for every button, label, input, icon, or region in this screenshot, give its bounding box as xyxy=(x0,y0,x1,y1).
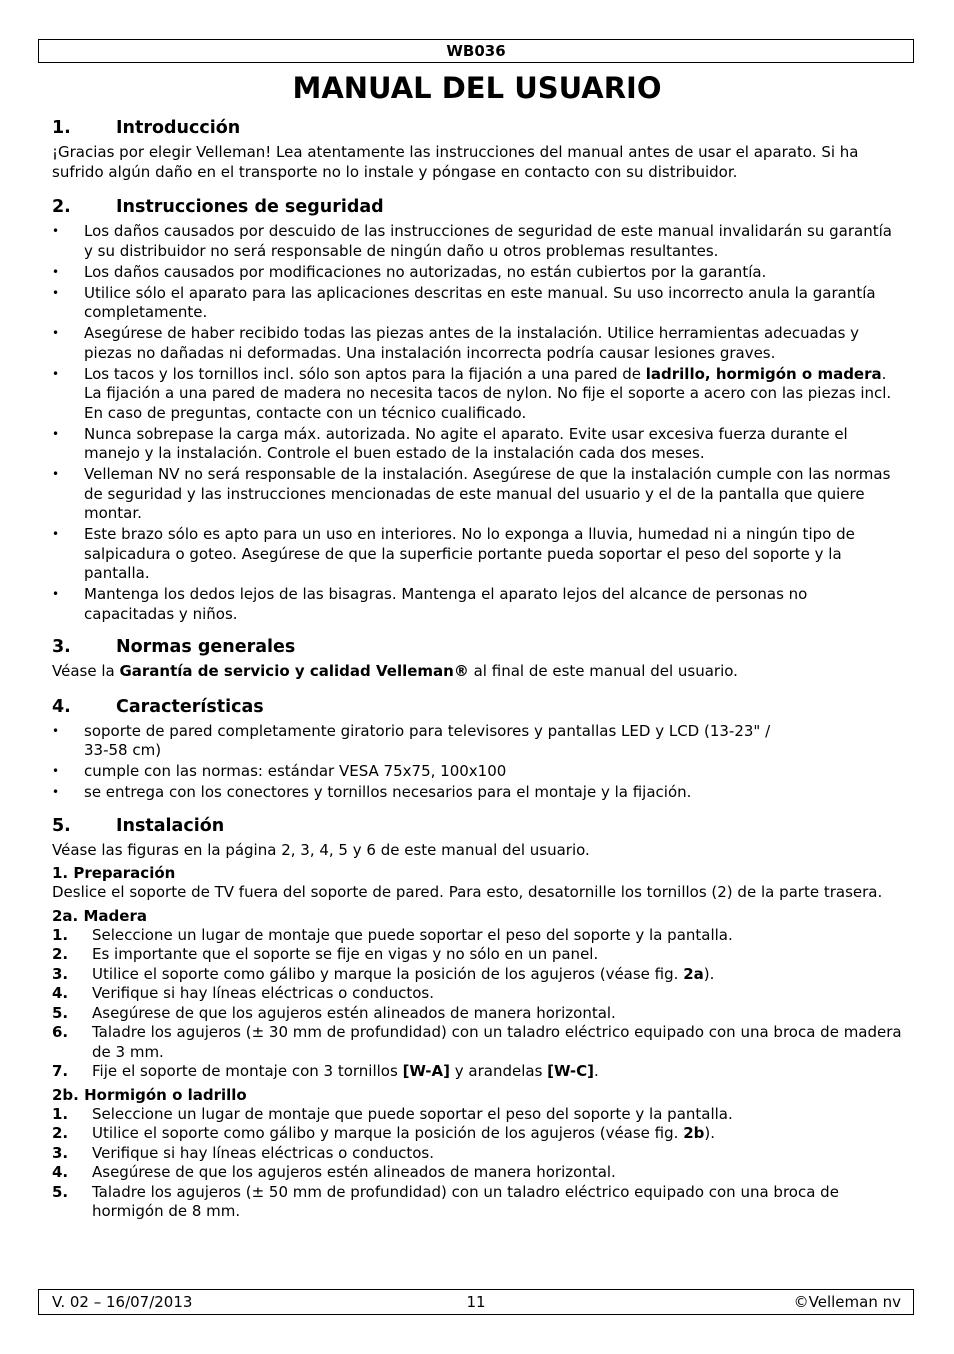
list-item: 2. Utilice el soporte como gálibo y marque la posición de los agujeros (véase fig. 2b). xyxy=(52,1124,715,1142)
list-item: 5. Taladre los agujeros (± 50 mm de profundidad) con un taladro eléctrico equipado con una broca de hormigón de 8 mm. xyxy=(52,1182,839,1220)
features-list xyxy=(52,722,902,803)
bullet-icon: • xyxy=(52,326,60,340)
list-item: 4. Asegúrese de que los agujeros estén alineados de manera horizontal. xyxy=(52,1163,616,1181)
bullet-icon: • xyxy=(52,587,60,601)
list-item: 3. Verifique si hay líneas eléctricas o conductos. xyxy=(52,1143,434,1162)
list-item: 4. Verifique si hay líneas eléctricas o conductos. xyxy=(52,984,434,1002)
list-item: • Utilice sólo el aparato para las aplicaciones descritas en este manual. Su uso incorrecto anula la garantía completamente. xyxy=(52,283,876,321)
list-item: • Este brazo sólo es apto para un uso en interiores. No lo exponga a lluvia, humedad ni a ningún tipo de salpicadura o goteo. Asegúrese de que la superficie portante pueda soportar el peso del soporte y la pantalla. xyxy=(52,525,855,582)
bullet-icon: • xyxy=(52,264,60,279)
subheading-preparacion: 1. Preparación xyxy=(52,864,176,882)
list-item: • Los tacos y los tornillos incl. sólo son aptos para la fijación a una pared de ladrillo, hormigón o madera. La fijación a una pared de madera no necesita tacos de nylon. No fije el soporte a acero con las piezas incl. En caso de preguntas, contacte con un técnico cualificado. xyxy=(52,364,892,422)
subheading-hormigon: 2b. Hormigón o ladrillo xyxy=(52,1085,247,1104)
section-heading-normas: 3. Normas generales xyxy=(52,637,296,657)
footer-version: V. 02 – 16/07/2013 xyxy=(52,1293,193,1311)
madera-steps xyxy=(52,926,902,1082)
bullet-icon: • xyxy=(52,224,60,238)
document-body xyxy=(52,113,902,1226)
list-item: 1. Seleccione un lugar de montaje que puede soportar el peso del soporte y la pantalla. xyxy=(52,925,733,944)
bullet-icon: • xyxy=(52,527,60,541)
normas-paragraph: Véase la Garantía de servicio y calidad Velleman® al final de este manual del usuario. xyxy=(52,662,738,680)
list-item: • Los daños causados por modificaciones no autorizadas, no están cubiertos por la garantía. xyxy=(52,262,767,281)
subheading-madera: 2a. Madera xyxy=(52,906,147,925)
list-item: • cumple con las normas: estándar VESA 75x75, 100x100 xyxy=(52,762,507,780)
section-heading-instalacion: 5. Instalación xyxy=(52,815,225,836)
bullet-icon: • xyxy=(52,366,60,381)
hormigon-steps xyxy=(52,1105,902,1222)
bullet-icon: • xyxy=(52,785,60,799)
preparacion-paragraph: Deslice el soporte de TV fuera del soporte de pared. Para esto, desatornille los tornillos (2) de la parte trasera. xyxy=(52,883,883,901)
list-item: • soporte de pared completamente giratorio para televisores y pantallas LED y LCD (13-23" / 33-58 cm) xyxy=(52,721,771,759)
page-title: MANUAL DEL USUARIO xyxy=(292,71,662,105)
bullet-icon: • xyxy=(52,467,60,481)
bullet-icon: • xyxy=(52,764,60,778)
list-item: • Nunca sobrepase la carga máx. autorizada. No agite el aparato. Evite usar excesiva fuerza durante el manejo y la instalación. Controle el buen estado de la instalación cada dos meses. xyxy=(52,424,848,462)
list-item: 2. Es importante que el soporte se fije en vigas y no sólo en un panel. xyxy=(52,945,599,963)
instalacion-intro: Véase las figuras en la página 2, 3, 4, 5 y 6 de este manual del usuario. xyxy=(52,840,590,859)
section-heading-caracteristicas: 4. Características xyxy=(52,696,264,717)
list-item: • se entrega con los conectores y tornillos necesarios para el montaje y la fijación. xyxy=(52,783,692,801)
list-item: 5. Asegúrese de que los agujeros estén alineados de manera horizontal. xyxy=(52,1003,616,1022)
list-item: 3. Utilice el soporte como gálibo y marque la posición de los agujeros (véase fig. 2a). xyxy=(52,964,715,983)
footer-page-number: 11 xyxy=(466,1293,486,1311)
section-heading-introduccion: 1. Introducción xyxy=(52,118,241,138)
bullet-icon: • xyxy=(52,285,60,300)
list-item: 1. Seleccione un lugar de montaje que puede soportar el peso del soporte y la pantalla. xyxy=(52,1104,733,1123)
section-heading-seguridad: 2. Instrucciones de seguridad xyxy=(52,197,384,217)
page-header-model: WB036 xyxy=(38,39,914,63)
intro-paragraph: ¡Gracias por elegir Velleman! Lea atentamente las instrucciones del manual antes de usar el aparato. Si ha sufrido algún daño en el transporte no lo instale y póngase en contacto con su distribuidor. xyxy=(52,143,859,181)
safety-list xyxy=(52,222,902,624)
list-item: • Mantenga los dedos lejos de las bisagras. Mantenga el aparato lejos del alcance de personas no capacitadas y niños. xyxy=(52,585,808,623)
list-item: • Velleman NV no será responsable de la instalación. Asegúrese de que la instalación cumple con las normas de seguridad y las instrucciones mencionadas de este manual del usuario y el de la pantalla que quiere montar. xyxy=(52,465,891,522)
page-footer xyxy=(38,1289,914,1315)
list-item: 6. Taladre los agujeros (± 30 mm de profundidad) con un taladro eléctrico equipado con una broca de madera de 3 mm. xyxy=(52,1023,902,1061)
list-item: • Los daños causados por descuido de las instrucciones de seguridad de este manual invalidarán su garantía y su distribuidor no será responsable de ningún daño u otros problemas resultantes. xyxy=(52,222,892,260)
bullet-icon: • xyxy=(52,723,60,738)
footer-copyright: ©Velleman nv xyxy=(793,1293,901,1311)
bullet-icon: • xyxy=(52,426,60,441)
list-item: 7. Fije el soporte de montaje con 3 tornillos [W-A] y arandelas [W-C]. xyxy=(52,1062,599,1080)
list-item: • Asegúrese de haber recibido todas las piezas antes de la instalación. Utilice herramientas adecuadas y piezas no dañadas ni deformadas. Una instalación incorrecta podría causar lesiones graves. xyxy=(52,324,860,362)
